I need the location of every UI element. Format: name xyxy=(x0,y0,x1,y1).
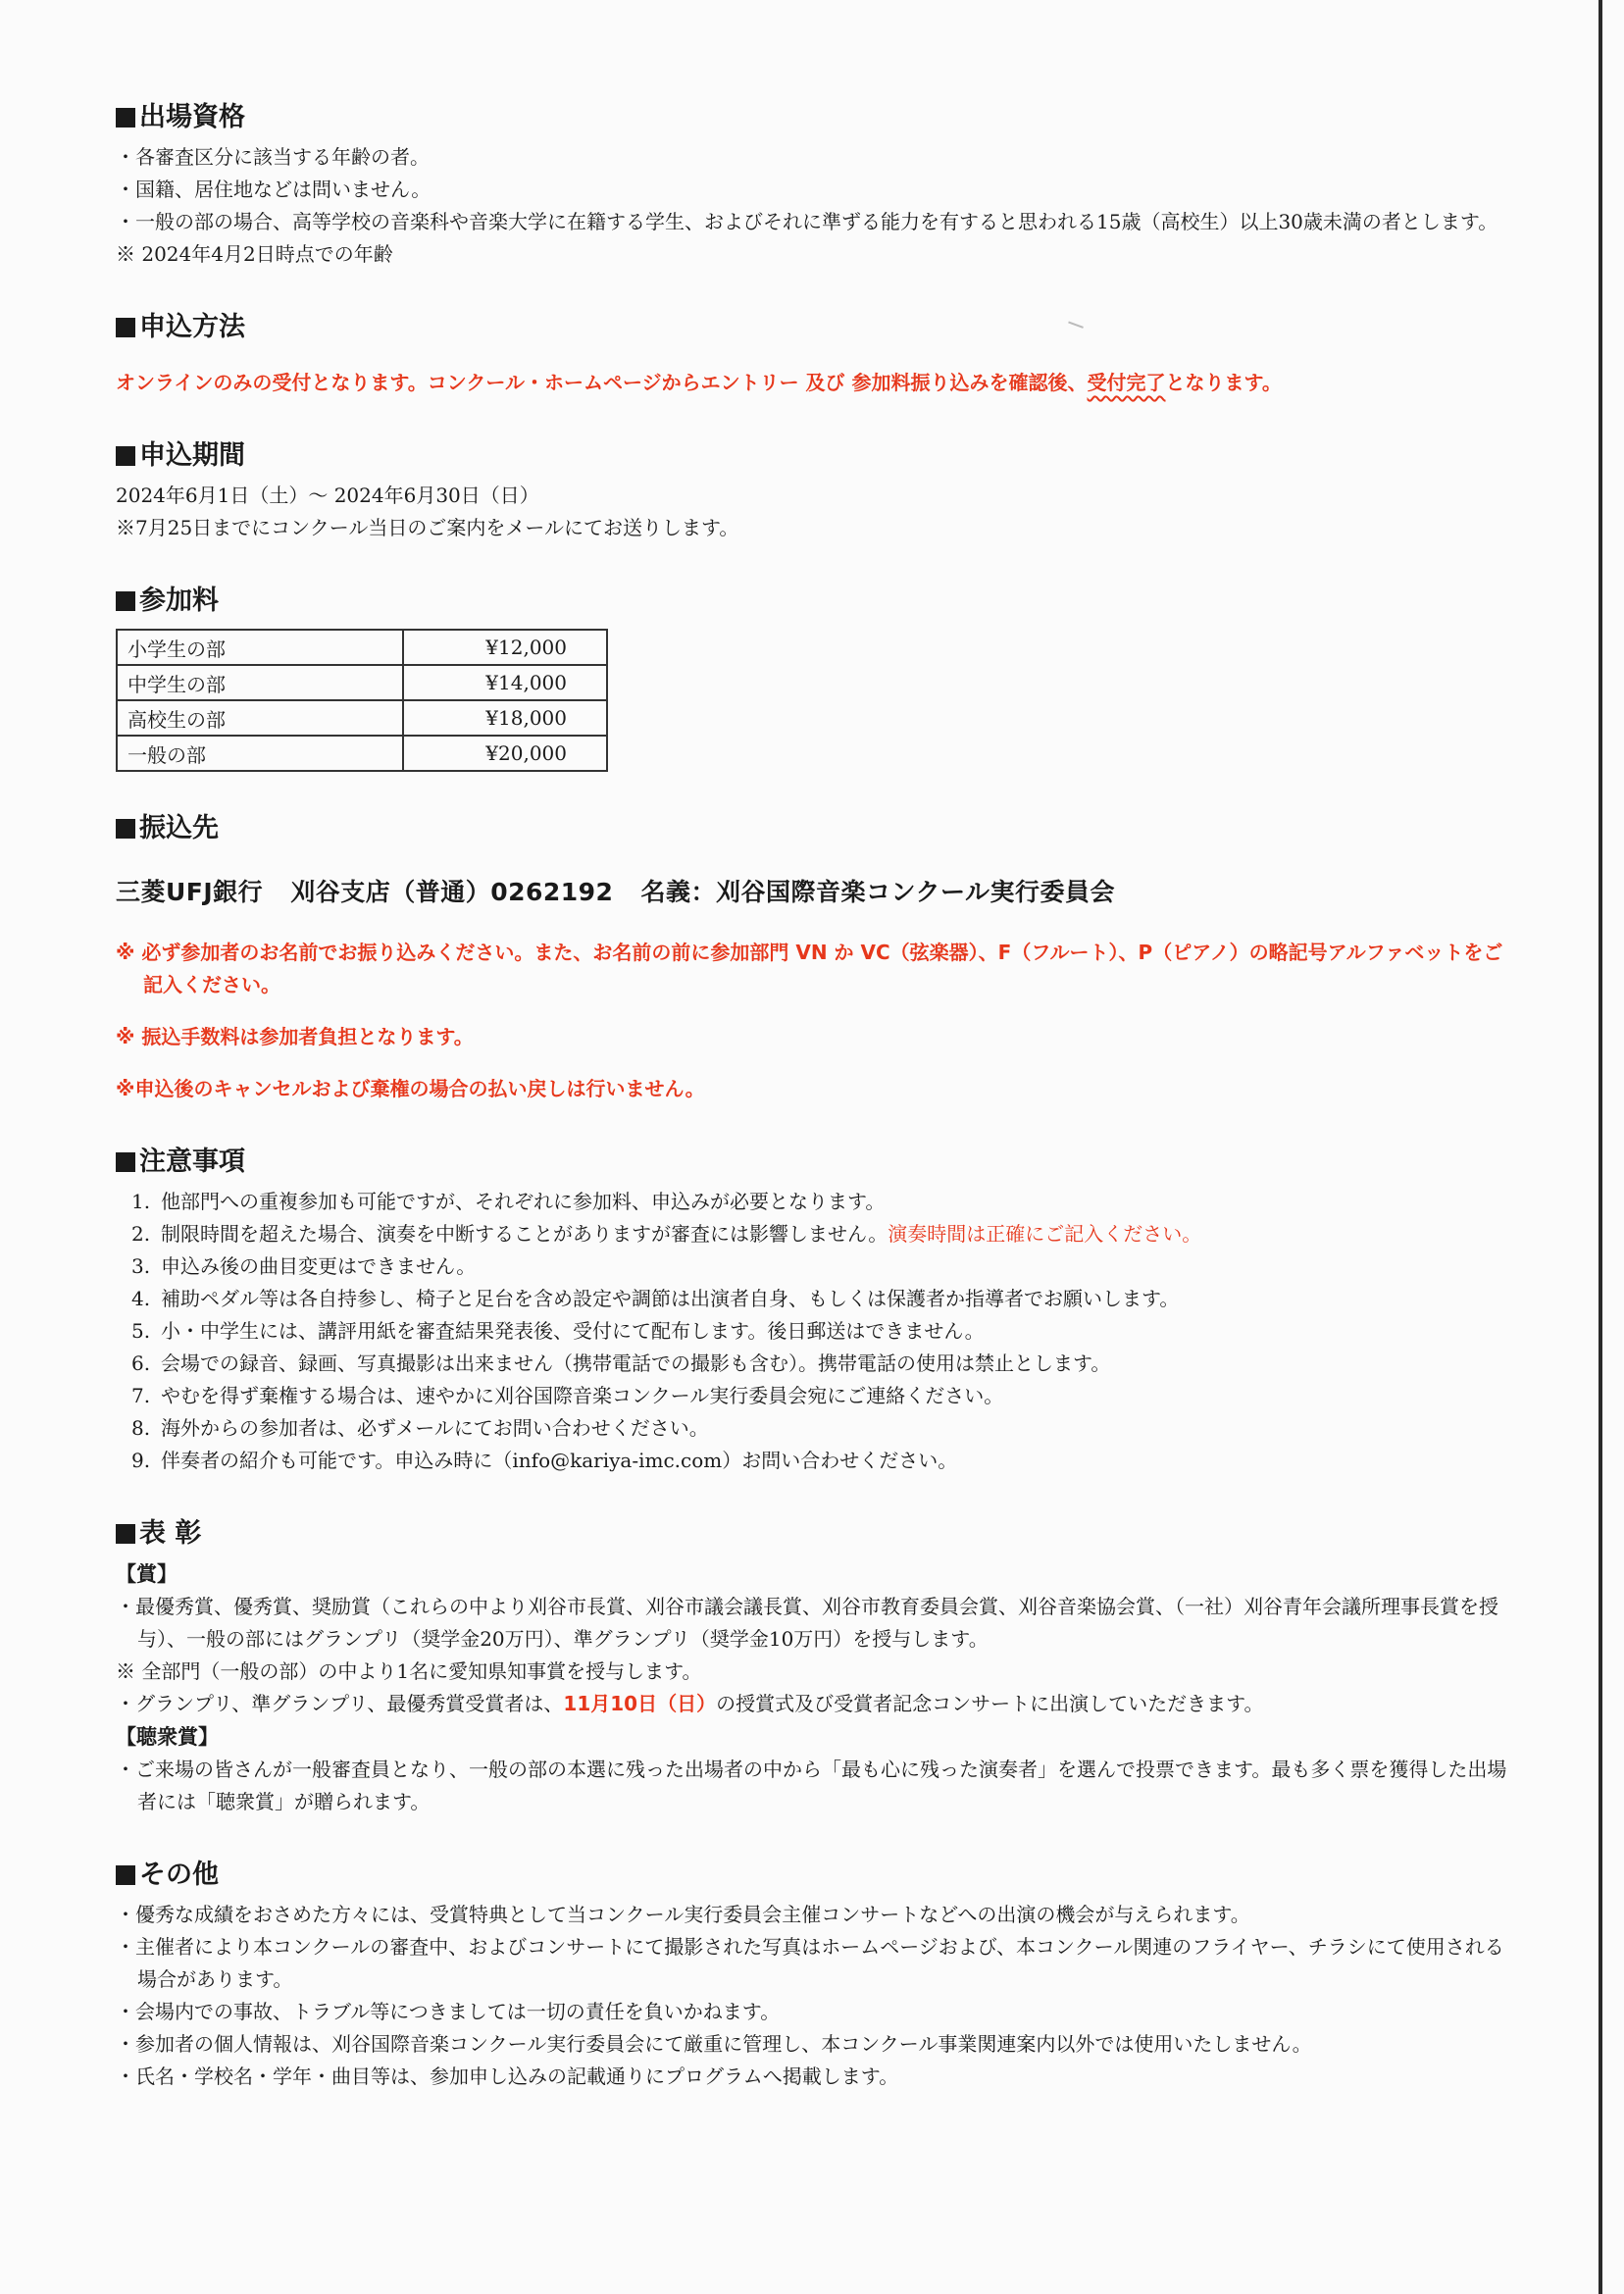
section-other xyxy=(116,1856,1518,2093)
section-heading: その他 xyxy=(116,1856,1518,1895)
period-note: ※7月25日までにコンクール当日のご案内をメールにてお送りします。 xyxy=(116,516,739,539)
fee-amount: ¥20,000 xyxy=(403,736,607,771)
table-row xyxy=(117,630,607,665)
section-heading: 注意事項 xyxy=(116,1143,1518,1182)
section-fees xyxy=(116,582,1518,772)
square-bullet-icon xyxy=(116,591,135,611)
red-emphasis: 演奏時間は正確にご記入ください。 xyxy=(888,1222,1202,1246)
list-item: ・会場内での事故、トラブル等につきましては一切の責任を負いかねます。 xyxy=(116,2000,781,2023)
list-item: ・最優秀賞、優秀賞、奨励賞（これらの中より刈谷市長賞、刈谷市議会議長賞、刈谷市教育委員会賞、刈谷音楽協会賞、（一社）刈谷青年会議所理事長賞を授与）、一般の部にはグランプリ（奨学金20万円）、準グランプリ（奨学金10万円）を授与します。 xyxy=(116,1595,1498,1651)
page-edge-line xyxy=(1599,0,1602,2294)
section-apply-method xyxy=(116,308,1518,399)
table-row xyxy=(117,665,607,700)
section-transfer xyxy=(116,809,1518,1105)
list-item: ・氏名・学校名・学年・曲目等は、参加申し込みの記載通りにプログラムへ掲載します。 xyxy=(116,2065,899,2088)
list-item: 5. 小・中学生には、講評用紙を審査結果発表後、受付にて配布します。後日郵送はできません。 xyxy=(131,1319,985,1343)
fee-category: 中学生の部 xyxy=(117,665,403,700)
bank-account-line xyxy=(116,873,1518,912)
section-heading: 申込方法 xyxy=(116,308,1518,347)
list-item: 7. やむを得ず棄権する場合は、速やかに刈谷国際音楽コンクール実行委員会宛にご連絡ください。 xyxy=(131,1384,1004,1407)
governor-prize-note: ※ 全部門（一般の部）の中より1名に愛知県知事賞を授与します。 xyxy=(116,1659,702,1683)
audience-prize-label: 【聴衆賞】 xyxy=(116,1725,219,1749)
ceremony-date: 11月10日（日） xyxy=(563,1692,717,1715)
list-item: 1. 他部門への重複参加も可能ですが、それぞれに参加料、申込みが必要となります。 xyxy=(131,1190,886,1213)
list-item: ・主催者により本コンクールの審査中、およびコンサートにて撮影された写真はホームページおよび、本コンクール関連のフライヤー、チラシにて使用される場合があります。 xyxy=(116,1935,1504,1991)
list-item: 3. 申込み後の曲目変更はできません。 xyxy=(131,1254,477,1278)
apply-method-text: オンラインのみの受付となります。コンクール・ホームページからエントリー 及び 参加料振り込みを確認後、受付完了となります。 xyxy=(116,371,1282,394)
fee-table xyxy=(116,629,608,772)
bank-name: 三菱UFJ銀行 xyxy=(116,878,264,906)
prize-label: 【賞】 xyxy=(116,1562,178,1586)
list-item: 2. 制限時間を超えた場合、演奏を中断することがありますが審査には影響しません。演奏時間は正確にご記入ください。 xyxy=(131,1222,1202,1246)
list-item: ・ご来場の皆さんが一般審査員となり、一般の部の本選に残った出場者の中から「最も心に残った演奏者」を選んで投票できます。最も多く票を獲得した出場者には「聴衆賞」が贈られます。 xyxy=(116,1758,1507,1813)
square-bullet-icon xyxy=(116,819,135,839)
transfer-note: ※ 必ず参加者のお名前でお振り込みください。また、お名前の前に参加部門 VN か VC（弦楽器）、F（フルート）、P（ピアノ）の略記号アルファベットをご記入ください。 xyxy=(116,941,1503,996)
section-awards xyxy=(116,1514,1518,1818)
section-heading: 表 彰 xyxy=(116,1514,1518,1554)
fee-amount: ¥14,000 xyxy=(403,665,607,700)
list-item: ・一般の部の場合、高等学校の音楽科や音楽大学に在籍する学生、およびそれに準ずる能力を有すると思われる15歳（高校生）以上30歳未満の者とします。 xyxy=(116,210,1498,233)
table-row xyxy=(117,736,607,771)
period-dates: 2024年6月1日（土）～ 2024年6月30日（日） xyxy=(116,484,539,507)
ceremony-line: ・グランプリ、準グランプリ、最優秀賞受賞者は、11月10日（日）の授賞式及び受賞者記念コンサートに出演していただきます。 xyxy=(116,1692,1264,1715)
section-notes xyxy=(116,1143,1518,1477)
fee-amount: ¥12,000 xyxy=(403,630,607,665)
section-apply-period xyxy=(116,436,1518,544)
fee-category: 小学生の部 xyxy=(117,630,403,665)
list-item: ・各審査区分に該当する年齢の者。 xyxy=(116,145,430,169)
list-item: 6. 会場での録音、録画、写真撮影は出来ません（携帯電話での撮影も含む）。携帯電話の使用は禁止とします。 xyxy=(131,1351,1111,1375)
fee-category: 一般の部 xyxy=(117,736,403,771)
section-heading: 参加料 xyxy=(116,582,1518,621)
square-bullet-icon xyxy=(116,1524,135,1544)
square-bullet-icon xyxy=(116,446,135,466)
fee-amount: ¥18,000 xyxy=(403,700,607,736)
square-bullet-icon xyxy=(116,108,135,127)
bank-branch: 刈谷支店（普通）0262192 xyxy=(290,878,614,906)
list-item: ・優秀な成績をおさめた方々には、受賞特典として当コンクール実行委員会主催コンサートなどへの出演の機会が与えられます。 xyxy=(116,1903,1250,1926)
square-bullet-icon xyxy=(116,1865,135,1885)
age-note: ※ 2024年4月2日時点での年齢 xyxy=(116,242,393,266)
list-item: 4. 補助ペダル等は各自持参し、椅子と足台を含め設定や調節は出演者自身、もしくは保護者か指導者でお願いします。 xyxy=(131,1287,1180,1310)
list-item: 9. 伴奏者の紹介も可能です。申込み時に（info@kariya-imc.com）お問い合わせください。 xyxy=(131,1449,958,1472)
square-bullet-icon xyxy=(116,318,135,337)
square-bullet-icon xyxy=(116,1152,135,1172)
document-page xyxy=(116,98,1518,2130)
list-item: ・参加者の個人情報は、刈谷国際音楽コンクール実行委員会にて厳重に管理し、本コンクール事業関連案内以外では使用いたしません。 xyxy=(116,2032,1312,2056)
section-heading: 申込期間 xyxy=(116,436,1518,476)
transfer-note: ※ 振込手数料は参加者負担となります。 xyxy=(116,1025,474,1048)
transfer-note: ※申込後のキャンセルおよび棄権の場合の払い戻しは行いません。 xyxy=(116,1077,705,1100)
list-item: ・国籍、居住地などは問いません。 xyxy=(116,178,431,201)
fee-category: 高校生の部 xyxy=(117,700,403,736)
table-row xyxy=(117,700,607,736)
section-eligibility xyxy=(116,98,1518,271)
section-heading: 振込先 xyxy=(116,809,1518,848)
account-holder: 名義：刈谷国際音楽コンクール実行委員会 xyxy=(640,878,1115,906)
section-heading: 出場資格 xyxy=(116,98,1518,137)
list-item: 8. 海外からの参加者は、必ずメールにてお問い合わせください。 xyxy=(131,1416,709,1440)
